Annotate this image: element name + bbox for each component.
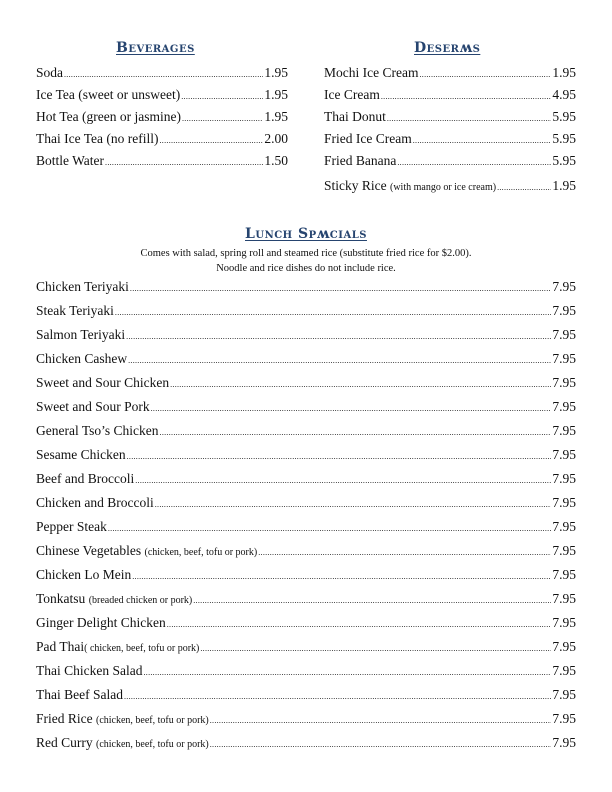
leader-dots [210,731,552,757]
leader-dots [127,443,552,469]
leader-dots [419,62,551,86]
leader-dots [167,611,552,637]
item-price: 7.95 [552,519,576,534]
beverages-list [36,62,288,172]
leader-dots [497,175,551,199]
leader-dots [130,275,551,301]
leader-dots [108,515,552,541]
item-price: 1.95 [264,87,288,102]
item-name: Mochi Ice Cream [324,65,419,80]
leader-dots [143,659,551,685]
item-price: 1.95 [552,178,576,193]
item-price: 1.95 [264,109,288,124]
leader-dots [128,347,551,373]
item-price: 4.95 [552,87,576,102]
list-item [324,128,576,150]
leader-dots [210,707,552,733]
item-name: Chicken and Broccoli [36,495,154,510]
deserts-list [324,62,576,197]
list-item [36,299,576,323]
item-price: 7.95 [552,399,576,414]
item-name: Pepper Steak [36,519,107,534]
item-price: 2.00 [264,131,288,146]
leader-dots [126,323,551,349]
list-item [36,150,288,172]
item-name: Tonkatsu [36,591,86,606]
item-name: Pad Thai [36,639,85,654]
leader-dots [193,587,551,613]
leader-dots [200,635,551,661]
leader-dots [135,467,551,493]
item-name: Soda [36,65,63,80]
leader-dots [258,539,551,565]
item-note: (with mango or ice cream) [390,182,497,193]
list-item [36,106,288,128]
leader-dots [170,371,551,397]
list-item [36,84,288,106]
item-name: Salmon Teriyaki [36,327,126,342]
item-name: Thai Ice Tea (no refill) [36,131,159,146]
list-item [324,106,576,128]
lunch-specials-list [36,275,576,755]
leader-dots [155,491,552,517]
list-item [36,491,576,515]
item-name: Fried Banana [324,153,397,168]
list-item [36,443,576,467]
item-name: Red Curry [36,735,93,750]
list-item [36,659,576,683]
leader-dots [381,84,552,108]
item-name: Sweet and Sour Pork [36,399,150,414]
list-item [36,587,576,611]
list-item [36,611,576,635]
list-item [324,84,576,106]
item-name: Ice Cream [324,87,380,102]
list-item [36,275,576,299]
list-item [36,731,576,755]
item-price: 7.95 [552,639,576,654]
list-item [324,150,576,172]
item-name: Ginger Delight Chicken [36,615,166,630]
item-name: Thai Beef Salad [36,687,123,702]
leader-dots [397,150,551,174]
item-price: 1.95 [264,65,288,80]
item-note: ( chicken, beef, tofu or pork) [84,643,200,654]
list-item [36,347,576,371]
list-item [36,395,576,419]
item-price: 7.95 [552,735,576,750]
item-price: 7.95 [552,327,576,342]
list-item [36,707,576,731]
leader-dots [132,563,551,589]
list-item [36,635,576,659]
item-name: Fried Rice [36,711,93,726]
item-price: 7.95 [552,303,576,318]
item-name: Fried Ice Cream [324,131,412,146]
leader-dots [151,395,552,421]
item-price: 5.95 [552,153,576,168]
lunch-specials-heading: Lunch Spʍcials [245,226,367,242]
item-note: (chicken, beef, tofu or pork) [144,547,258,558]
leader-dots [182,106,263,130]
list-item [36,323,576,347]
leader-dots [115,299,551,325]
leader-dots [160,419,552,445]
item-name: Thai Chicken Salad [36,663,143,678]
item-name: Ice Tea (sweet or unsweet) [36,87,181,102]
leader-dots [387,106,552,130]
item-price: 7.95 [552,279,576,294]
list-item [36,539,576,563]
item-name: Steak Teriyaki [36,303,114,318]
item-price: 7.95 [552,591,576,606]
item-name: Sticky Rice [324,178,387,193]
list-item [36,371,576,395]
leader-dots [413,128,552,152]
item-price: 5.95 [552,131,576,146]
item-name: Hot Tea (green or jasmine) [36,109,181,124]
deserts-heading: Deserʍs [414,40,481,56]
item-price: 7.95 [552,375,576,390]
item-price: 7.95 [552,711,576,726]
item-name: General Tso’s Chicken [36,423,159,438]
lunch-note-line2: Noodle and rice dishes do not include rice. [216,263,396,274]
item-price: 7.95 [552,543,576,558]
lunch-note-line1: Comes with salad, spring roll and steamed rice (substitute fried rice for $2.00). [140,248,472,259]
leader-dots [160,128,264,152]
list-item [324,62,576,84]
leader-dots [124,683,551,709]
item-price: 7.95 [552,423,576,438]
item-price: 1.95 [552,65,576,80]
list-item [36,62,288,84]
beverages-heading: Beverages [116,40,195,56]
item-note: (chicken, beef, tofu or pork) [96,715,209,726]
item-price: 7.95 [552,495,576,510]
list-item [36,467,576,491]
item-name: Sesame Chicken [36,447,126,462]
leader-dots [64,62,263,86]
item-price: 1.50 [264,153,288,168]
item-name: Sweet and Sour Chicken [36,375,170,390]
list-item [36,128,288,150]
item-price: 7.95 [552,351,576,366]
list-item [36,683,576,707]
item-price: 7.95 [552,687,576,702]
list-item [36,515,576,539]
item-note: (breaded chicken or pork) [88,595,193,606]
list-item [324,175,576,197]
item-price: 7.95 [552,615,576,630]
item-name: Thai Donut [324,109,386,124]
item-name: Chicken Cashew [36,351,128,366]
item-name: Chinese Vegetables [36,543,142,558]
item-price: 7.95 [552,663,576,678]
item-price: 7.95 [552,567,576,582]
item-name: Chicken Lo Mein [36,567,132,582]
item-price: 7.95 [552,447,576,462]
item-price: 7.95 [552,471,576,486]
leader-dots [181,84,263,108]
leader-dots [105,150,263,174]
list-item [36,563,576,587]
item-price: 5.95 [552,109,576,124]
item-name: Beef and Broccoli [36,471,135,486]
item-note: (chicken, beef, tofu or pork) [96,739,209,750]
item-name: Chicken Teriyaki [36,279,129,294]
item-name: Bottle Water [36,153,105,168]
list-item [36,419,576,443]
